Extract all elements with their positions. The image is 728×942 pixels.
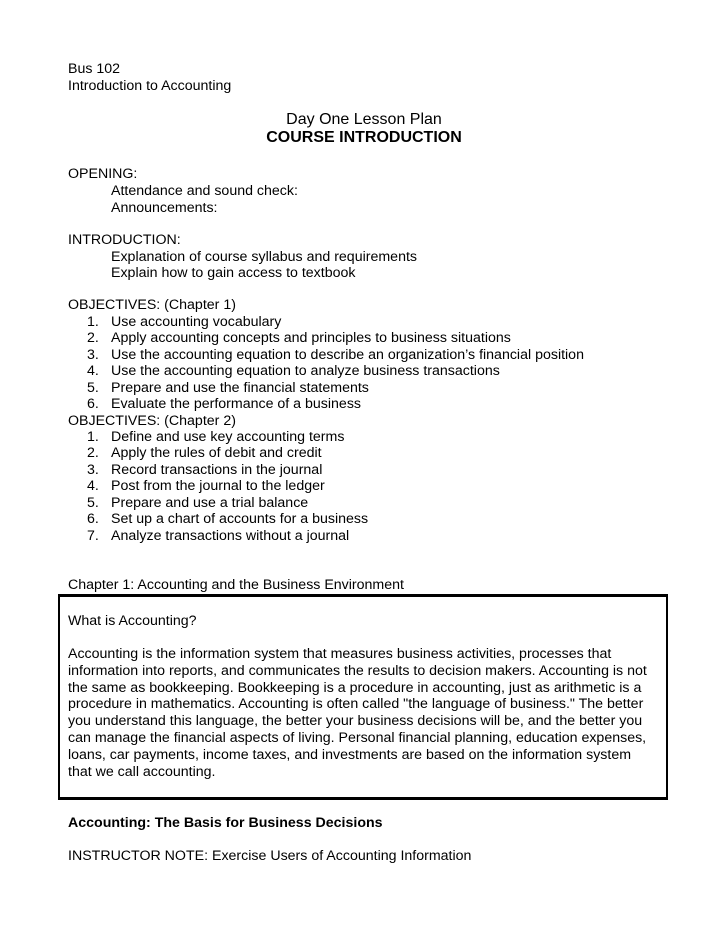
- list-item-number: 2.: [87, 445, 99, 461]
- list-item: Record transactions in the journal: [111, 462, 323, 478]
- opening-heading: OPENING:: [68, 166, 138, 182]
- course-name: Introduction to Accounting: [68, 78, 232, 94]
- list-item-number: 1.: [87, 314, 99, 330]
- introduction-heading: INTRODUCTION:: [68, 232, 181, 248]
- paragraph-line: the same as bookkeeping. Bookkeeping is a procedure in accounting, just as arithmetic is a: [68, 679, 642, 696]
- list-item-number: 4.: [87, 363, 99, 379]
- list-item: Define and use key accounting terms: [111, 429, 345, 445]
- paragraph-line: loans, car payments, income taxes, and investments are based on the information system: [68, 746, 632, 763]
- objectives-ch1-heading: OBJECTIVES: (Chapter 1): [68, 297, 236, 313]
- list-item: Prepare and use a trial balance: [111, 495, 309, 511]
- list-item-number: 4.: [87, 478, 99, 494]
- list-item-number: 5.: [87, 495, 99, 511]
- list-item: Apply the rules of debit and credit: [111, 445, 322, 461]
- introduction-item: Explain how to gain access to textbook: [111, 265, 356, 281]
- list-item: Evaluate the performance of a business: [111, 396, 362, 412]
- list-item-number: 7.: [87, 528, 99, 544]
- paragraph-line: procedure in mathematics. Accounting is often called "the language of business." The better: [68, 696, 644, 713]
- list-item: Analyze transactions without a journal: [111, 528, 350, 544]
- opening-item: Attendance and sound check:: [111, 183, 298, 199]
- accounting-definition-paragraph: [68, 646, 658, 780]
- list-item-number: 5.: [87, 380, 99, 396]
- list-item-number: 6.: [87, 396, 99, 412]
- list-item: Apply accounting concepts and principles to business situations: [111, 330, 511, 346]
- objectives-ch2-heading: OBJECTIVES: (Chapter 2): [68, 413, 236, 429]
- list-item-number: 2.: [87, 330, 99, 346]
- opening-item: Announcements:: [111, 200, 218, 216]
- list-item-number: 1.: [87, 429, 99, 445]
- course-code: Bus 102: [68, 61, 121, 77]
- list-item-number: 3.: [87, 462, 99, 478]
- list-item: Use the accounting equation to describe an organization’s financial position: [111, 347, 584, 363]
- paragraph-line: you understand this language, the better your business decisions will be, and the better you: [68, 713, 643, 730]
- list-item-number: 3.: [87, 347, 99, 363]
- list-item: Use accounting vocabulary: [111, 314, 282, 330]
- instructor-note: INSTRUCTOR NOTE: Exercise Users of Accounting Information: [68, 848, 472, 864]
- list-item: Set up a chart of accounts for a business: [111, 511, 369, 527]
- list-item: Prepare and use the financial statements: [111, 380, 369, 396]
- paragraph-line: that we call accounting.: [68, 763, 216, 780]
- box-title: What is Accounting?: [68, 613, 197, 629]
- course-introduction-title: COURSE INTRODUCTION: [266, 129, 462, 146]
- basis-heading: Accounting: The Basis for Business Decisions: [68, 815, 383, 831]
- paragraph-line: Accounting is the information system that measures business activities, processes that: [68, 646, 612, 662]
- paragraph-line: information into reports, and communicates the results to decision makers. Accounting is not: [68, 662, 647, 679]
- lesson-plan-title: Day One Lesson Plan: [286, 111, 442, 128]
- paragraph-line: can manage the financial aspects of living. Personal financial planning, education expenses,: [68, 729, 647, 746]
- list-item: Use the accounting equation to analyze business transactions: [111, 363, 500, 379]
- list-item: Post from the journal to the ledger: [111, 478, 325, 494]
- list-item-number: 6.: [87, 511, 99, 527]
- introduction-item: Explanation of course syllabus and requirements: [111, 249, 417, 265]
- chapter1-heading: Chapter 1: Accounting and the Business Environment: [68, 577, 404, 593]
